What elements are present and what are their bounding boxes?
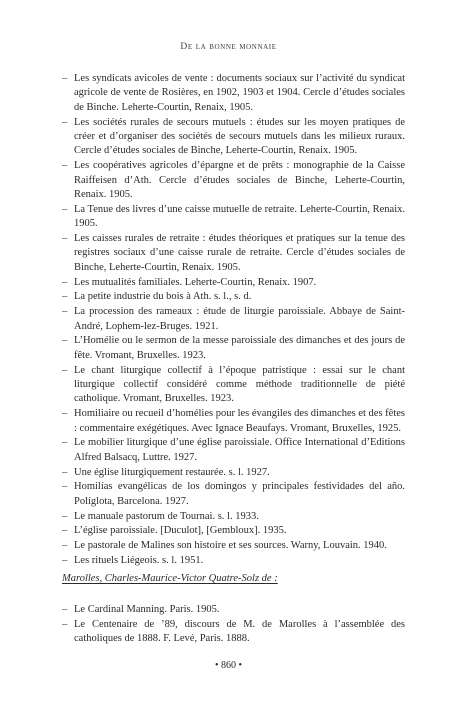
entry-text: Homilías evangélicas de los domingos y principales festividades del año. Políglota, Barcelona. 1927. (74, 481, 405, 507)
entry-text: L’église paroissiale. [Duculot], [Gembloux]. 1935. (74, 525, 287, 537)
bibliography-entry (62, 232, 405, 275)
bibliography-entry (62, 466, 405, 480)
dash-marker: – (62, 364, 68, 376)
entry-text: Homiliaire ou recueil d’homélies pour les évangiles des dimanches et des fêtes : commentaire exégétiques. Avec Ignace Beaufays. Vromant, Bruxelles, 1925. (74, 408, 405, 434)
bibliography-entry (62, 364, 405, 407)
dash-marker: – (62, 540, 68, 552)
bibliography-entry (62, 524, 405, 538)
entry-text: Les coopératives agricoles d’épargne et de prêts : monographie de la Caisse Raiffeisen d’Ath. Cercle d’études sociales de Binche, Leherte-Courtin, Renaix. 1905. (74, 160, 405, 201)
dash-marker: – (62, 160, 68, 172)
entry-text: Le pastorale de Malines son histoire et ses sources. Warny, Louvain. 1940. (74, 540, 387, 552)
dash-marker: – (62, 276, 68, 288)
dash-marker: – (62, 466, 68, 478)
dash-marker: – (62, 233, 68, 245)
entry-text: Le Cardinal Manning. Paris. 1905. (74, 604, 220, 615)
bibliography-entry (62, 203, 405, 232)
entry-text: Le chant liturgique collectif à l’époque patristique : essai sur le chant liturgique collectif considéré comme méthode traditionnelle de piété catholique. Vromant, Bruxelles. 1923. (74, 364, 405, 405)
bibliography-entry (62, 290, 405, 304)
bibliography-entry (62, 554, 405, 568)
bibliography-entry (62, 510, 405, 524)
dash-marker: – (62, 291, 68, 303)
bibliography-entry (62, 72, 405, 115)
dash-marker: – (62, 618, 68, 630)
dash-marker: – (62, 604, 68, 615)
dash-marker: – (62, 73, 68, 84)
bibliography-entry (62, 305, 405, 334)
bibliography-entry (62, 539, 405, 553)
author-bibliography-list (62, 603, 405, 647)
entry-text: La procession des rameaux : étude de liturgie paroissiale. Abbaye de Saint-André, Lophem-lez-Bruges. 1921. (74, 306, 405, 332)
bibliography-entry (62, 618, 405, 647)
bibliography-list (62, 72, 405, 569)
bibliography-entry (62, 480, 405, 509)
dash-marker: – (62, 408, 68, 420)
bibliography-entry (62, 407, 405, 436)
dash-marker: – (62, 525, 68, 537)
entry-text: L’Homélie ou le sermon de la messe paroissiale des dimanches et des jours de fête. Vromant, Bruxelles. 1923. (74, 335, 405, 361)
dash-marker: – (62, 437, 68, 449)
dash-marker: – (62, 306, 68, 318)
entry-text: Les rituels Liégeois. s. l. 1951. (74, 555, 204, 567)
dash-marker: – (62, 555, 68, 567)
entry-text: Le mobilier liturgique d’une église paroissiale. Office International d’Editions Alfred Balsacq, Luttre. 1927. (74, 437, 405, 463)
bibliography-entry (62, 436, 405, 465)
entry-text: Les mutualités familiales. Leherte-Courtin, Renaix. 1907. (74, 276, 317, 288)
bibliography-entry (62, 276, 405, 290)
bibliography-entry (62, 159, 405, 202)
author-section-heading: Marolles, Charles-Maurice-Victor Quatre-Solz de : (62, 573, 278, 584)
bibliography-entry (62, 334, 405, 363)
entry-text: Une église liturgiquement restaurée. s. l. 1927. (74, 466, 270, 478)
page-number: • 860 • (214, 660, 242, 671)
dash-marker: – (62, 510, 68, 522)
dash-marker: – (62, 481, 68, 493)
entry-text: La Tenue des livres d’une caisse mutuelle de retraite. Leherte-Courtin, Renaix. 1905. (74, 203, 405, 230)
running-head: De la bonne monnaie (180, 42, 277, 52)
entry-text: La petite industrie du bois à Ath. s. l., s. d. (74, 291, 252, 303)
dash-marker: – (62, 335, 68, 347)
entry-text: Le manuale pastorum de Tournai. s. l. 1933. (74, 510, 259, 522)
entry-text: Les sociétés rurales de secours mutuels : études sur les moyen pratiques de créer et d’organiser des sociétés de secours mutuels dans les milieux ruraux. Cercle d’études sociales de Binche, Leherte-Courtin, Renaix. 1905. (74, 116, 405, 157)
dash-marker: – (62, 116, 68, 128)
entry-text: Le Centenaire de ’89, discours de M. de Marolles à l’assemblée des catholiques de 1888. F. Levé, Paris. 1888. (74, 618, 405, 645)
bibliography-entry (62, 603, 405, 617)
bibliography-entry (62, 116, 405, 159)
dash-marker: – (62, 203, 68, 215)
entry-text: Les syndicats avicoles de vente : documents sociaux sur l’activité du syndicat agricole de vente de Rosières, en 1902, 1903 et 1904. Cercle d’études sociales de Binche. Leherte-Courtin, Renaix, 1905. (74, 73, 405, 113)
entry-text: Les caisses rurales de retraite : études théoriques et pratiques sur la tenue des registres sociaux d’une caisse rurale de retraite. Cercle d’études sociales de Binche, Leherte-Courtin, Renaix. 1905. (74, 233, 405, 273)
